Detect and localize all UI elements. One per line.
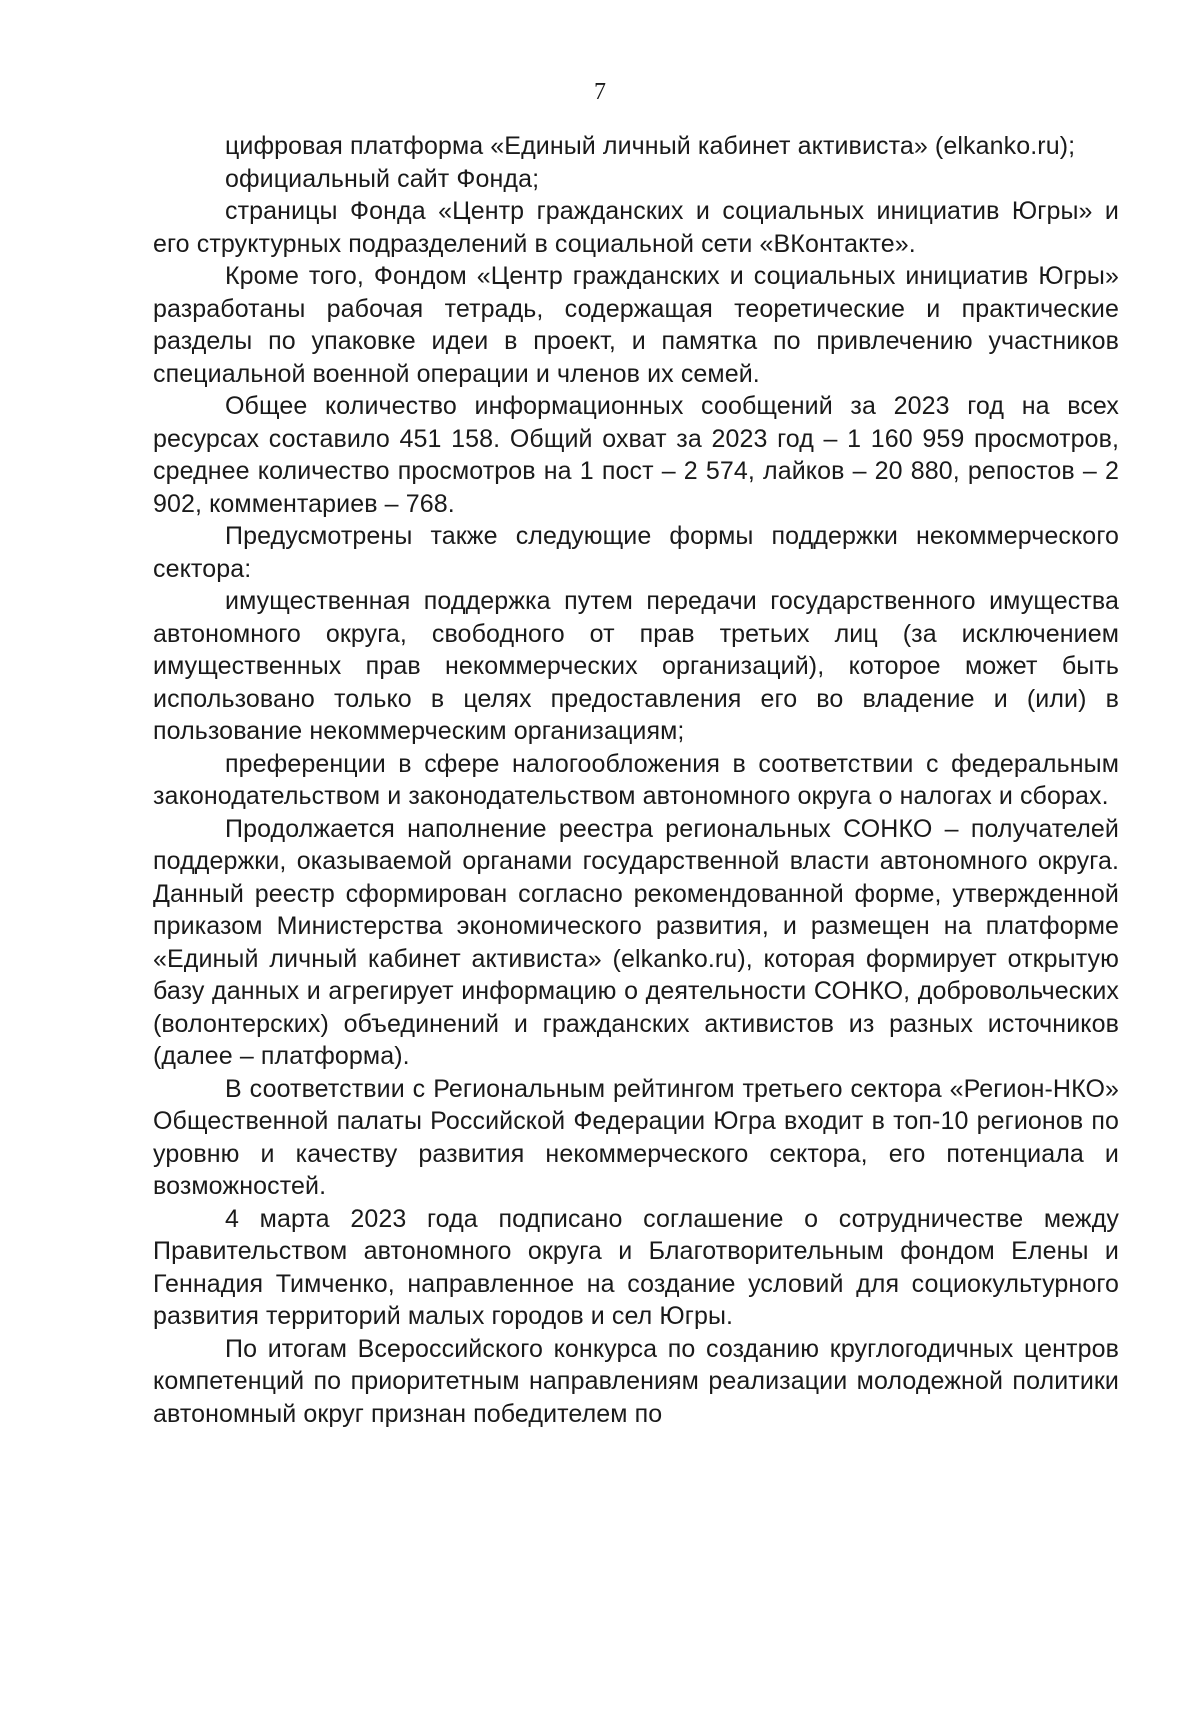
- paragraph-tax-preferences: преференции в сфере налогообложения в соответствии с федеральным законодательством и законодательством автономного округа о налогах и сборах.: [153, 749, 1119, 810]
- paragraph-workbook-memo: Кроме того, Фондом «Центр гражданских и социальных инициатив Югры» разработаны рабочая тетрадь, содержащая теоретические и практические разделы по упаковке идеи в проект, и памятка по привлечению участников специальной военной операции и членов их семей.: [153, 262, 1119, 388]
- paragraph-vkontakte-pages: страницы Фонда «Центр гражданских и социальных инициатив Югры» и его структурных подразделений в социальной сети «ВКонтакте».: [153, 197, 1119, 258]
- body-text: [153, 130, 1119, 1430]
- paragraph-elkanko-platform: цифровая платформа «Единый личный кабинет активиста» (elkanko.ru);: [225, 132, 1076, 160]
- page-number: 7: [594, 79, 606, 105]
- paragraph-property-support: имущественная поддержка путем передачи государственного имущества автономного округа, свободного от прав третьих лиц (за исключением имущественных прав некоммерческих организаций), которое может быть использовано только в целях предоставления его во владение и (или) в пользование некоммерческим организациям;: [153, 587, 1119, 745]
- paragraph-official-site: официальный сайт Фонда;: [225, 164, 540, 193]
- paragraph-statistics: Общее количество информационных сообщений за 2023 год на всех ресурсах составило 451 158. Общий охват за 2023 год – 1 160 959 просмотров, среднее количество просмотров на 1 пост – 2 574, лайков – 20 880, репостов – 2 902, комментариев – 768.: [153, 392, 1119, 518]
- paragraph-sonko-registry: Продолжается наполнение реестра региональных СОНКО – получателей поддержки, оказываемой органами государственной власти автономного округа. Данный реестр сформирован согласно рекомендованной форме, утвержденной приказом Министерства экономического развития, и размещен на платформе «Единый личный кабинет активиста» (elkanko.ru), которая формирует открытую базу данных и агрегирует информацию о деятельности СОНКО, добровольческих (волонтерских) объединений и гражданских активистов из разных источников (далее – платформа).: [153, 814, 1119, 1070]
- paragraph-rating: В соответствии с Региональным рейтингом третьего сектора «Регион-НКО» Общественной палаты Российской Федерации Югра входит в топ-10 регионов по уровню и качеству развития некоммерческого сектора, его потенциала и возможностей.: [153, 1074, 1119, 1200]
- paragraph-competence-centers: По итогам Всероссийского конкурса по созданию круглогодичных центров компетенций по приоритетным направлениям реализации молодежной политики автономный округ признан победителем по: [153, 1334, 1119, 1428]
- paragraph-support-forms: Предусмотрены также следующие формы поддержки некоммерческого сектора:: [153, 522, 1119, 583]
- paragraph-timchenko-agreement: 4 марта 2023 года подписано соглашение о сотрудничестве между Правительством автономного округа и Благотворительным фондом Елены и Геннадия Тимченко, направленное на создание условий для социокультурного развития территорий малых городов и сел Югры.: [153, 1204, 1119, 1330]
